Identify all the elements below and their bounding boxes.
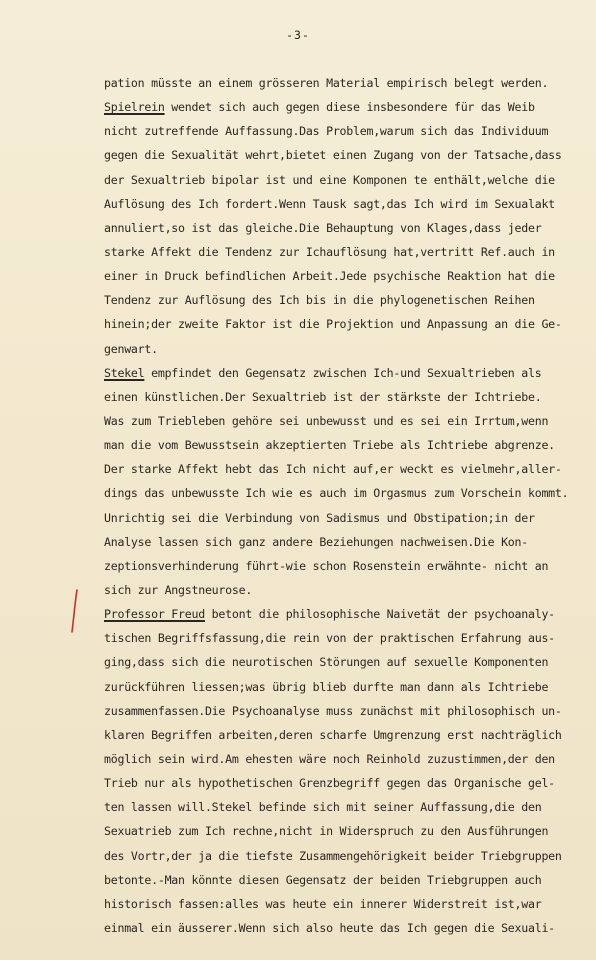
text-line: möglich sein wird.Am ehesten wäre noch Reinhold zuzustimmen,der den (104, 751, 555, 766)
text-line: gegen die Sexualität wehrt,bietet einen Zugang von der Tatsache,dass (104, 148, 562, 163)
text-line: Spielrein wendet sich auch gegen diese insbesondere für das Weib (104, 100, 535, 115)
text-line: genwart. (104, 341, 158, 356)
text-line: klaren Begriffen arbeiten,deren scharfe Umgrenzung erst nachträglich (104, 727, 562, 742)
text-line: zeptionsverhinderung führt-wie schon Rosenstein erwähnte- nicht an (104, 558, 549, 573)
text-line: Sexuatrieb zum Ich rechne,nicht in Widerspruch zu den Ausführungen (104, 824, 549, 839)
text-line: tischen Begriffsfassung,die rein von der praktischen Erfahrung aus- (104, 631, 555, 646)
text-line: nicht zutreffende Auffassung.Das Problem,warum sich das Individuum (104, 124, 549, 139)
text-line: Unrichtig sei die Verbindung von Sadismus und Obstipation;in der (104, 510, 535, 525)
text-line: Professor Freud betont die philosophische Naivetät der psychoanaly- (104, 607, 555, 622)
text-line: sich zur Angstneurose. (104, 582, 253, 597)
body-text (104, 71, 592, 940)
text-line: annuliert,so ist das gleiche.Die Behauptung von Klages,dass jeder (104, 220, 542, 235)
text-line: dings das unbewusste Ich wie es auch im Orgasmus zum Vorschein kommt. (104, 486, 569, 501)
page-number: -3- (286, 28, 310, 42)
text-line: Stekel empfindet den Gegensatz zwischen Ich-und Sexualtrieben als (104, 365, 542, 380)
text-line: historisch fassen:alles was heute ein innerer Widerstreit ist,war (104, 896, 542, 911)
text-line: hinein;der zweite Faktor ist die Projektion und Anpassung an die Ge- (104, 317, 562, 332)
text-line: Trieb nur als hypothetischen Grenzbegriff gegen das Organische gel- (104, 776, 555, 791)
speaker-name: Spielrein (104, 100, 165, 115)
text-line: betonte.-Man könnte diesen Gegensatz der beiden Triebgruppen auch (104, 872, 542, 887)
text-line: pation müsste an einem grösseren Material empirisch belegt werden. (104, 76, 549, 90)
speaker-name: Stekel (104, 365, 145, 380)
text-line: einmal ein äusserer.Wenn sich also heute das Ich gegen die Sexuali- (104, 920, 555, 935)
text-line: Analyse lassen sich ganz andere Beziehungen nachweisen.Die Kon- (104, 534, 528, 549)
text-line: man die vom Bewusstsein akzeptierten Triebe als Ichtriebe abgrenze. (104, 438, 555, 453)
text-line: Der starke Affekt hebt das Ich nicht auf,er weckt es vielmehr,aller- (104, 462, 562, 477)
red-margin-mark (70, 588, 80, 634)
text-line: einen künstlichen.Der Sexualtrieb ist der stärkste der Ichtriebe. (104, 389, 542, 404)
text-line: einer in Druck befindlichen Arbeit.Jede psychische Reaktion hat die (104, 269, 555, 284)
text-line: der Sexualtrieb bipolar ist und eine Komponen te enthält,welche die (104, 172, 555, 187)
text-line: Was zum Triebleben gehöre sei unbewusst und es sei ein Irrtum,wenn (104, 413, 549, 428)
text-line: ging,dass sich die neurotischen Störungen auf sexuelle Komponenten (104, 655, 549, 670)
text-line: ten lassen will.Stekel befinde sich mit seiner Auffassung,die den (104, 800, 542, 815)
text-line: des Vortr,der ja die tiefste Zusammengehörigkeit beider Triebgruppen (104, 848, 562, 863)
text-line: Auflösung des Ich fordert.Wenn Tausk sagt,das Ich wird im Sexualakt (104, 196, 555, 211)
text-line: zusammenfassen.Die Psychoanalyse muss zunächst mit philosophisch un- (104, 703, 562, 718)
text-line: Tendenz zur Auflösung des Ich bis in die phylogenetischen Reihen (104, 293, 535, 308)
text-line: zurückführen liessen;was übrig blieb durfte man dann als Ichtriebe (104, 679, 549, 694)
text-line: starke Affekt die Tendenz zur Ichauflösung hat,vertritt Ref.auch in (104, 244, 555, 259)
speaker-name: Professor Freud (104, 607, 205, 622)
